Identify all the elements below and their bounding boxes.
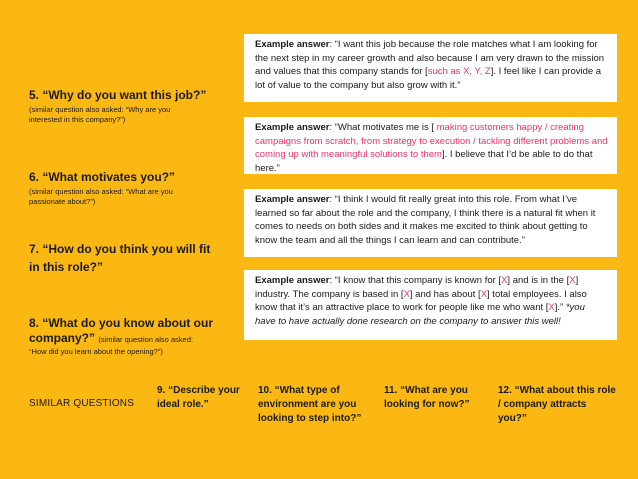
question-title: [29, 316, 239, 347]
question-8: [29, 316, 239, 357]
answer-text: ]. I feel like I can provide a lot of value to the company but also grow with it.”: [255, 66, 602, 91]
answer-card-7: Example answer: “I think I would fit really great into this role. From what I’ve learned so far about the role and the company, I think there is a natural fit when it comes to needs on both sides and it makes me excited to think about getting to know the team and all the things I can learn and can contribute.”: [244, 189, 617, 257]
question-subtitle: (similar question also asked: “What are you passionate about?”): [29, 187, 173, 206]
answer-text: ] and has about [: [409, 288, 481, 300]
similar-question-9: 9. “Describe your ideal role.”: [157, 385, 240, 410]
answer-highlight: such as X, Y, Z: [427, 66, 491, 77]
question-7: [29, 240, 219, 276]
answer-placeholder: X: [501, 275, 508, 286]
question-title: 6. “What motivates you?”: [29, 170, 176, 184]
answer-footnote: *you have to have actually done research on the company to answer this well!: [255, 302, 585, 327]
answer-placeholder: X: [548, 302, 555, 313]
answer-highlight: making customers happy / creating campaigns from scratch, from strategy to execution / tackling different problems and coming up with meaningful solutions to them: [255, 122, 608, 160]
answer-card-5: Example answer: “I want this job because the role matches what I am looking for the next step in my career growth and also because I am very drawn to the mission and values that this company stands for [such as X, Y, Z]. I feel like I can provide a lot of value to the company but also grow with it.”: [244, 34, 617, 102]
answer-card-8: Example answer: “I know that this company is known for [X] and is in the [X] industry. The company is based in [X] and has about [X] total employees. I also know that it’s an attractive place to work for people like me who want [X].” *you have to have actually done research on the company to answer this well!: [244, 270, 617, 340]
question-title: 7. “How do you think you will fit in this role?”: [29, 242, 211, 274]
answer-text: ] and is in the [: [507, 275, 570, 286]
question-subtitle: (similar question also asked: “Why are you interested in this company?”): [29, 105, 171, 124]
answer-text: “I want this job because the role matches what I am looking for the next step in my career growth and also because I am very drawn to the mission and values that this company stands for [: [255, 39, 605, 77]
similar-questions-label: SIMILAR QUESTIONS: [29, 398, 135, 409]
answer-text: “What motivates me is [: [334, 122, 434, 133]
answer-placeholder: X: [569, 275, 576, 286]
answer-text: ]. I believe that I’d be able to do that here.”: [255, 149, 593, 174]
answer-text: ].”: [554, 302, 566, 313]
question-6: [29, 170, 234, 207]
question-inline-subtitle: (similar question also asked:: [98, 335, 193, 344]
answer-text: “I think I would fit really great into this role. From what I’ve learned so far about the role and the company, I think there is a natural fit when it comes to needs on both sides and it makes me excited to think about getting to know the team and all the things I can learn and can contribute.”: [255, 194, 596, 246]
question-5: [29, 88, 234, 125]
answer-label: Example answer: [255, 39, 330, 50]
answer-placeholder: X: [480, 288, 488, 300]
answer-label: Example answer: [255, 194, 330, 205]
question-subtitle: “How did you learn about the opening?”): [29, 347, 163, 356]
answer-placeholder: X: [403, 288, 410, 300]
answer-label: Example answer: [255, 122, 330, 133]
answer-text: “I know that this company is known for [: [334, 275, 502, 286]
question-title-text: 8. “What do you know about our company?”: [29, 316, 213, 345]
similar-question-11: 11. “What are you looking for now?”: [384, 385, 470, 410]
question-title: 5. “Why do you want this job?”: [29, 88, 207, 102]
similar-question-12: 12. “What about this role / company attracts you?”: [498, 385, 616, 424]
answer-text: ] industry. The company is based in [: [255, 275, 579, 300]
answer-label: Example answer: [255, 275, 330, 286]
answer-text: ] total employees. I also know that it’s an attractive place to work for people like me who want [: [255, 288, 587, 313]
answer-card-6: Example answer: “What motivates me is [ making customers happy / creating campaigns from scratch, from strategy to execution / tackling different problems and coming up with meaningful solutions to them]. I believe that I’d be able to do that here.”: [244, 117, 617, 174]
similar-question-10: 10. “What type of environment are you looking to step into?”: [258, 385, 362, 424]
